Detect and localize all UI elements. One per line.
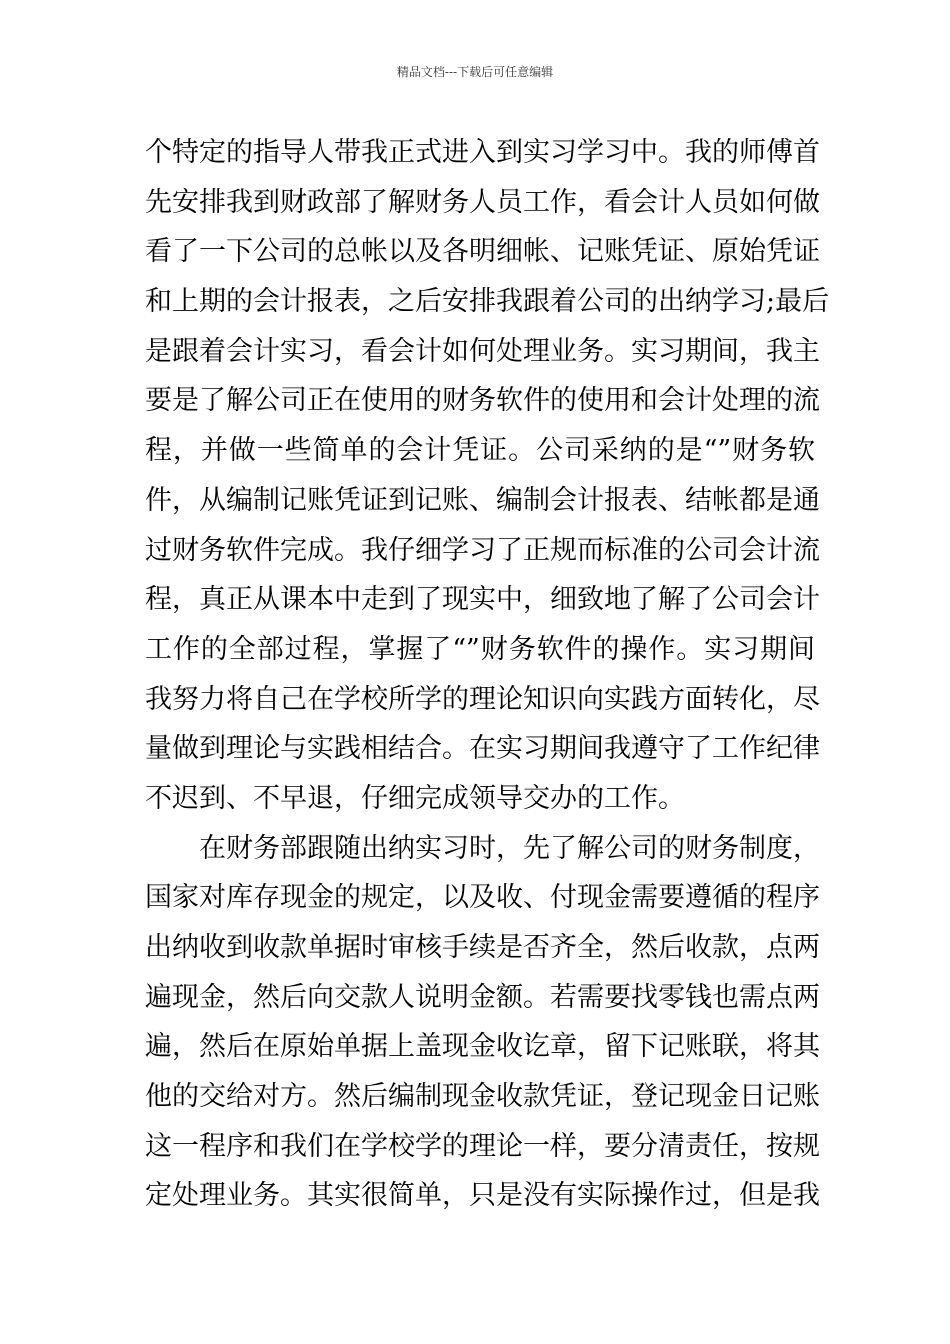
paragraph-1-line: 是跟着会计实习，看会计如何处理业务。实习期间，我主 bbox=[145, 335, 820, 367]
paragraph-2-line: 国家对库存现金的规定，以及收、付现金需要遵循的程序 bbox=[145, 882, 820, 914]
paragraph-2-line: 遍现金，然后向交款人说明金额。若需要找零钱也需点两 bbox=[145, 981, 820, 1013]
paragraph-2-line: 在财务部跟随出纳实习时，先了解公司的财务制度， bbox=[199, 832, 820, 864]
paragraph-1-line: 个特定的指导人带我正式进入到实习学习中。我的师傅首 bbox=[145, 137, 820, 168]
paragraph-1-line: 过财务软件完成。我仔细学习了正规而标准的公司会计流 bbox=[145, 534, 820, 566]
paragraph-1-line: 工作的全部过程，掌握了“”财务软件的操作。实习期间 bbox=[145, 633, 815, 665]
paragraph-2-line: 他的交给对方。然后编制现金收款凭证，登记现金日记账 bbox=[145, 1081, 820, 1113]
paragraph-1-line: 和上期的会计报表，之后安排我跟着公司的出纳学习;最后 bbox=[145, 286, 830, 318]
paragraph-1-line: 量做到理论与实践相结合。在实习期间我遵守了工作纪律 bbox=[145, 733, 820, 765]
paragraph-1-line: 件，从编制记账凭证到记账、编制会计报表、结帐都是通 bbox=[145, 484, 820, 516]
paragraph-1-line: 先安排我到财政部了解财务人员工作，看会计人员如何做 bbox=[145, 186, 820, 218]
page-header: 精品文档---下载后可任意编辑 bbox=[396, 65, 554, 79]
paragraph-1-line: 不迟到、不早退，仔细完成领导交办的工作。 bbox=[145, 782, 685, 814]
paragraph-1-line: 看了一下公司的总帐以及各明细帐、记账凭证、原始凭证 bbox=[145, 236, 820, 268]
paragraph-1-line: 我努力将自己在学校所学的理论知识向实践方面转化，尽 bbox=[145, 683, 820, 715]
paragraph-2-line: 定处理业务。其实很简单，只是没有实际操作过，但是我 bbox=[145, 1180, 820, 1212]
paragraph-2-line: 遍，然后在原始单据上盖现金收讫章，留下记账联，将其 bbox=[145, 1031, 820, 1063]
document-body bbox=[145, 128, 830, 1221]
paragraph-2-line: 这一程序和我们在学校学的理论一样，要分清责任，按规 bbox=[145, 1130, 820, 1162]
paragraph-1-line: 程，真正从课本中走到了现实中，细致地了解了公司会计 bbox=[145, 584, 820, 616]
paragraph-2-line: 出纳收到收款单据时审核手续是否齐全，然后收款，点两 bbox=[145, 932, 820, 963]
paragraph-1-line: 程，并做一些简单的会计凭证。公司采纳的是“”财务软 bbox=[145, 435, 815, 467]
paragraph-1-line: 要是了解公司正在使用的财务软件的使用和会计处理的流 bbox=[145, 385, 820, 417]
